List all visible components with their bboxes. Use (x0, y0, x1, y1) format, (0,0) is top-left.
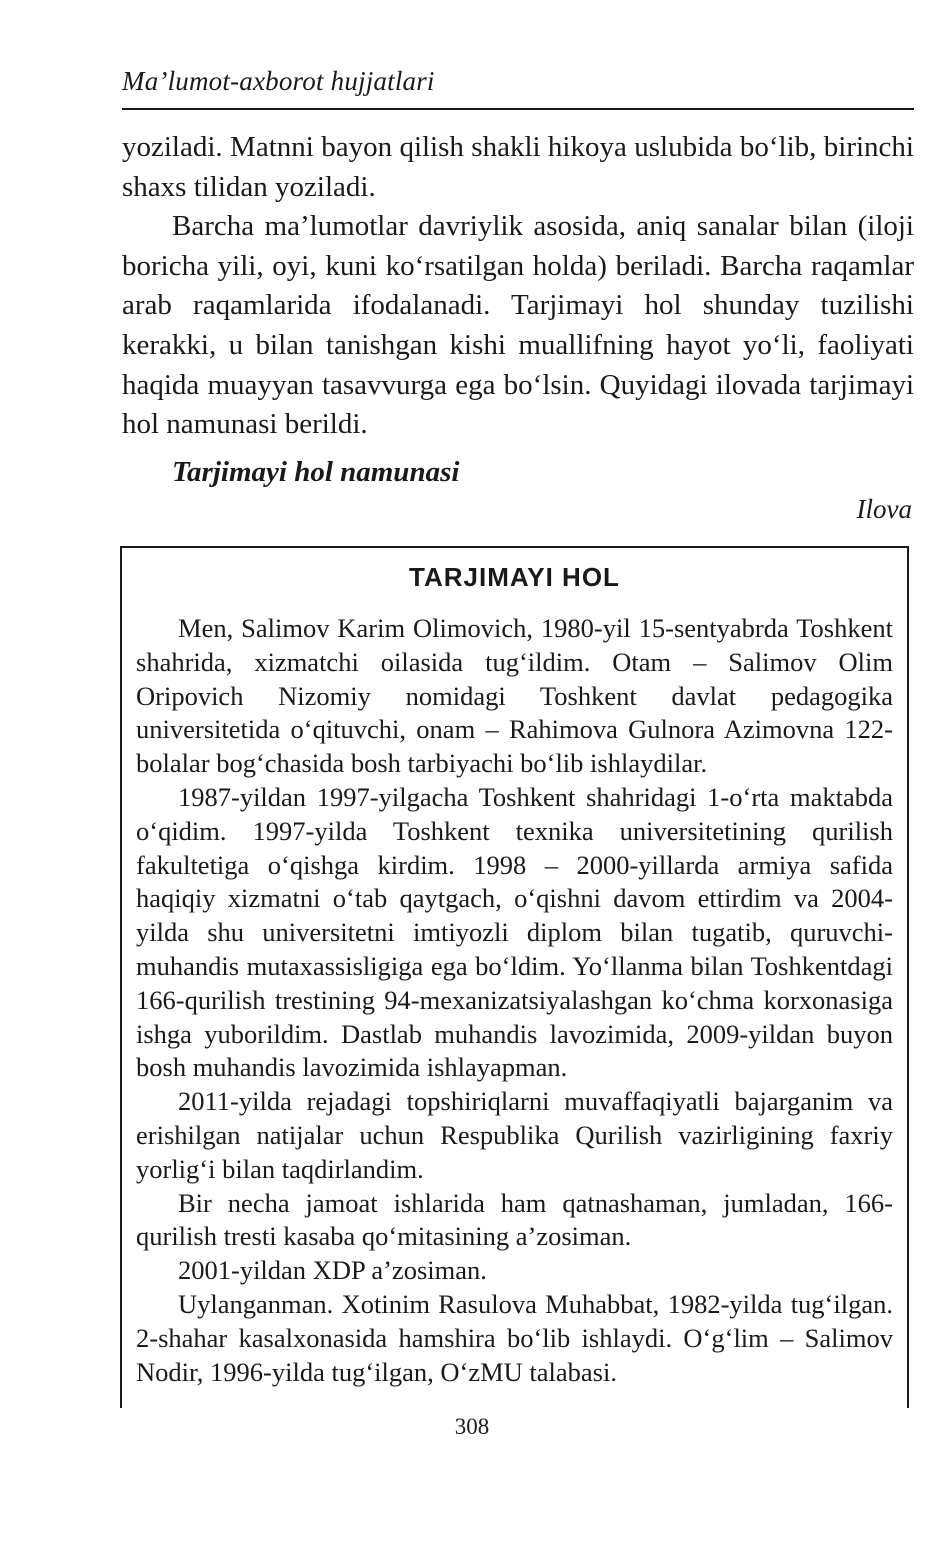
intro-paragraph-1: yoziladi. Matnni bayon qilish shakli hikoya uslubida bo‘lib, birinchi shaxs tilidan yoziladi. (122, 131, 914, 203)
running-head: Ma’lumot-axborot hujjatlari (122, 66, 435, 96)
biography-text (136, 612, 893, 1389)
header-rule (122, 108, 914, 110)
biography-paragraph-2: 1987-yildan 1997-yilgacha Toshkent shahridagi 1-o‘rta maktabda o‘qidim. 1997-yilda Toshkent texnika universitetining qurilish fakultetiga o‘qishga kirdim. 1998 – 2000-yillarda armiya safida haqiqiy xizmatni o‘tab qaytgach, o‘qishni davom ettirdim va 2004-yilda shu universitetni imtiyozli diplom bilan tugatib, quruvchi-muhandis mutaxassisligiga ega bo‘ldim. Yo‘llanma bilan Toshkentdagi 166-qurilish trestining 94-mexanizatsiyalashgan ko‘chma korxonasiga ishga yuborildim. Dastlab muhandis lavozimida, 2009-yildan buyon bosh muhandis lavozimida ishlayapman. (136, 781, 893, 1083)
page-number: 308 (454, 1414, 490, 1439)
biography-box (120, 546, 909, 1408)
biography-title: TARJIMAYI HOL (409, 562, 620, 592)
intro-text (122, 128, 914, 445)
biography-paragraph-6: Uylanganman. Xotinim Rasulova Muhabbat, 1982-yilda tug‘ilgan. 2-shahar kasalxonasida hamshira bo‘lib ishlaydi. O‘g‘lim – Salimov Nodir, 1996-yilda tug‘ilgan, O‘zMU talabasi. (136, 1288, 893, 1387)
appendix-label: Ilova (856, 494, 912, 524)
section-title: Tarjimayi hol namunasi (172, 456, 460, 488)
intro-paragraph-2: Barcha ma’lumotlar davriylik asosida, aniq sanalar bilan (iloji boricha yili, oyi, kuni ko‘rsatilgan holda) beriladi. Barcha raqamlar arab raqamlarida ifodalanadi. Tarjimayi hol shunday tuzilishi kerakki, u bilan tanishgan kishi muallifning hayot yo‘li, faoliyati haqida muayyan tasavvurga ega bo‘lsin. Quyidagi ilovada tarjimayi hol namunasi berildi. (122, 210, 914, 441)
biography-paragraph-5: 2001-yildan XDP a’zosiman. (178, 1255, 487, 1286)
biography-paragraph-1: Men, Salimov Karim Olimovich, 1980-yil 15-sentyabrda Toshkent shahrida, xizmatchi oilasida tug‘ildim. Otam – Salimov Olim Oripovich Nizomiy nomidagi Toshkent davlat pedagogika universitetida o‘qituvchi, onam – Rahimova Gulnora Azimovna 122-bolalar bog‘chasida bosh tarbiyachi bo‘lib ishlaydilar. (136, 613, 893, 779)
biography-paragraph-4: Bir necha jamoat ishlarida ham qatnashaman, jumladan, 166-qurilish tresti kasaba qo‘mitasining a’zosiman. (136, 1187, 893, 1252)
biography-paragraph-3: 2011-yilda rejadagi topshiriqlarni muvaffaqiyatli bajarganim va erishilgan natijalar uchun Respublika Qurilish vazirligining faxriy yorlig‘i bilan taqdirlandim. (136, 1086, 893, 1184)
